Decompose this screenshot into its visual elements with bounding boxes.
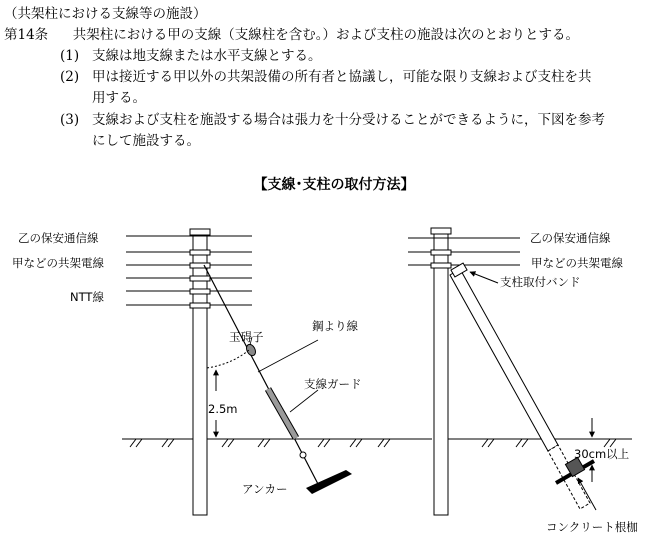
band-leader [470, 272, 498, 283]
strut [450, 263, 590, 509]
label-left-ntt: NTT線 [70, 290, 104, 304]
figure-title: 【支線･支柱の取付方法】 [253, 177, 415, 193]
label-footing: コンクリート根枷 [546, 520, 638, 534]
insulator-height-guide [207, 350, 249, 368]
item-2-line-1: 甲は接近する甲以外の共架設備の所有者と協議し，可能な限り支線および支柱を共 [92, 69, 592, 85]
item-2-number: (2) [60, 69, 80, 85]
item-2-line-2: 用する。 [92, 90, 146, 106]
anchor-eye [300, 452, 306, 458]
anchor-rod [303, 455, 318, 484]
label-right-otsu-line: 乙の保安通信線 [530, 231, 611, 245]
label-anchor: アンカー [242, 482, 288, 496]
label-insulator: 玉碍子 [229, 330, 264, 344]
insulator-ball [245, 343, 258, 357]
label-guard: 支線ガード [304, 377, 362, 391]
ground-hatch-left [130, 439, 390, 447]
label-depth: 30cm以上 [574, 447, 630, 461]
article-text: 共架柱における甲の支線（支線柱を含む。）および支柱の施設は次のとおりとする。 [72, 27, 580, 43]
strand-leader [258, 340, 318, 372]
guard-leader [290, 390, 318, 412]
label-strand: 鋼より線 [312, 319, 358, 333]
label-right-ko-cable: 甲などの共架電線 [531, 256, 623, 270]
item-1-number: (1) [60, 48, 80, 64]
doc-title: （共架柱における支線等の施設） [4, 6, 207, 22]
item-3-line-1: 支線および支柱を施設する場合は張力を十分受けることができるように，下図を参考 [92, 112, 605, 128]
item-3-line-2: にして施設する。 [92, 133, 200, 149]
article-number: 第14条 [4, 27, 49, 43]
pole-right [431, 228, 451, 515]
wires-left [126, 236, 252, 305]
label-left-otsu-line: 乙の保安通信線 [18, 231, 99, 245]
label-left-ko-cable: 甲などの共架電線 [12, 256, 104, 270]
label-height: 2.5m [208, 402, 238, 416]
item-1-line-1: 支線は地支線または水平支線とする。 [92, 48, 322, 64]
item-3-number: (3) [60, 112, 80, 128]
label-strut-band: 支柱取付バンド [500, 275, 581, 289]
wires-right [408, 238, 520, 265]
